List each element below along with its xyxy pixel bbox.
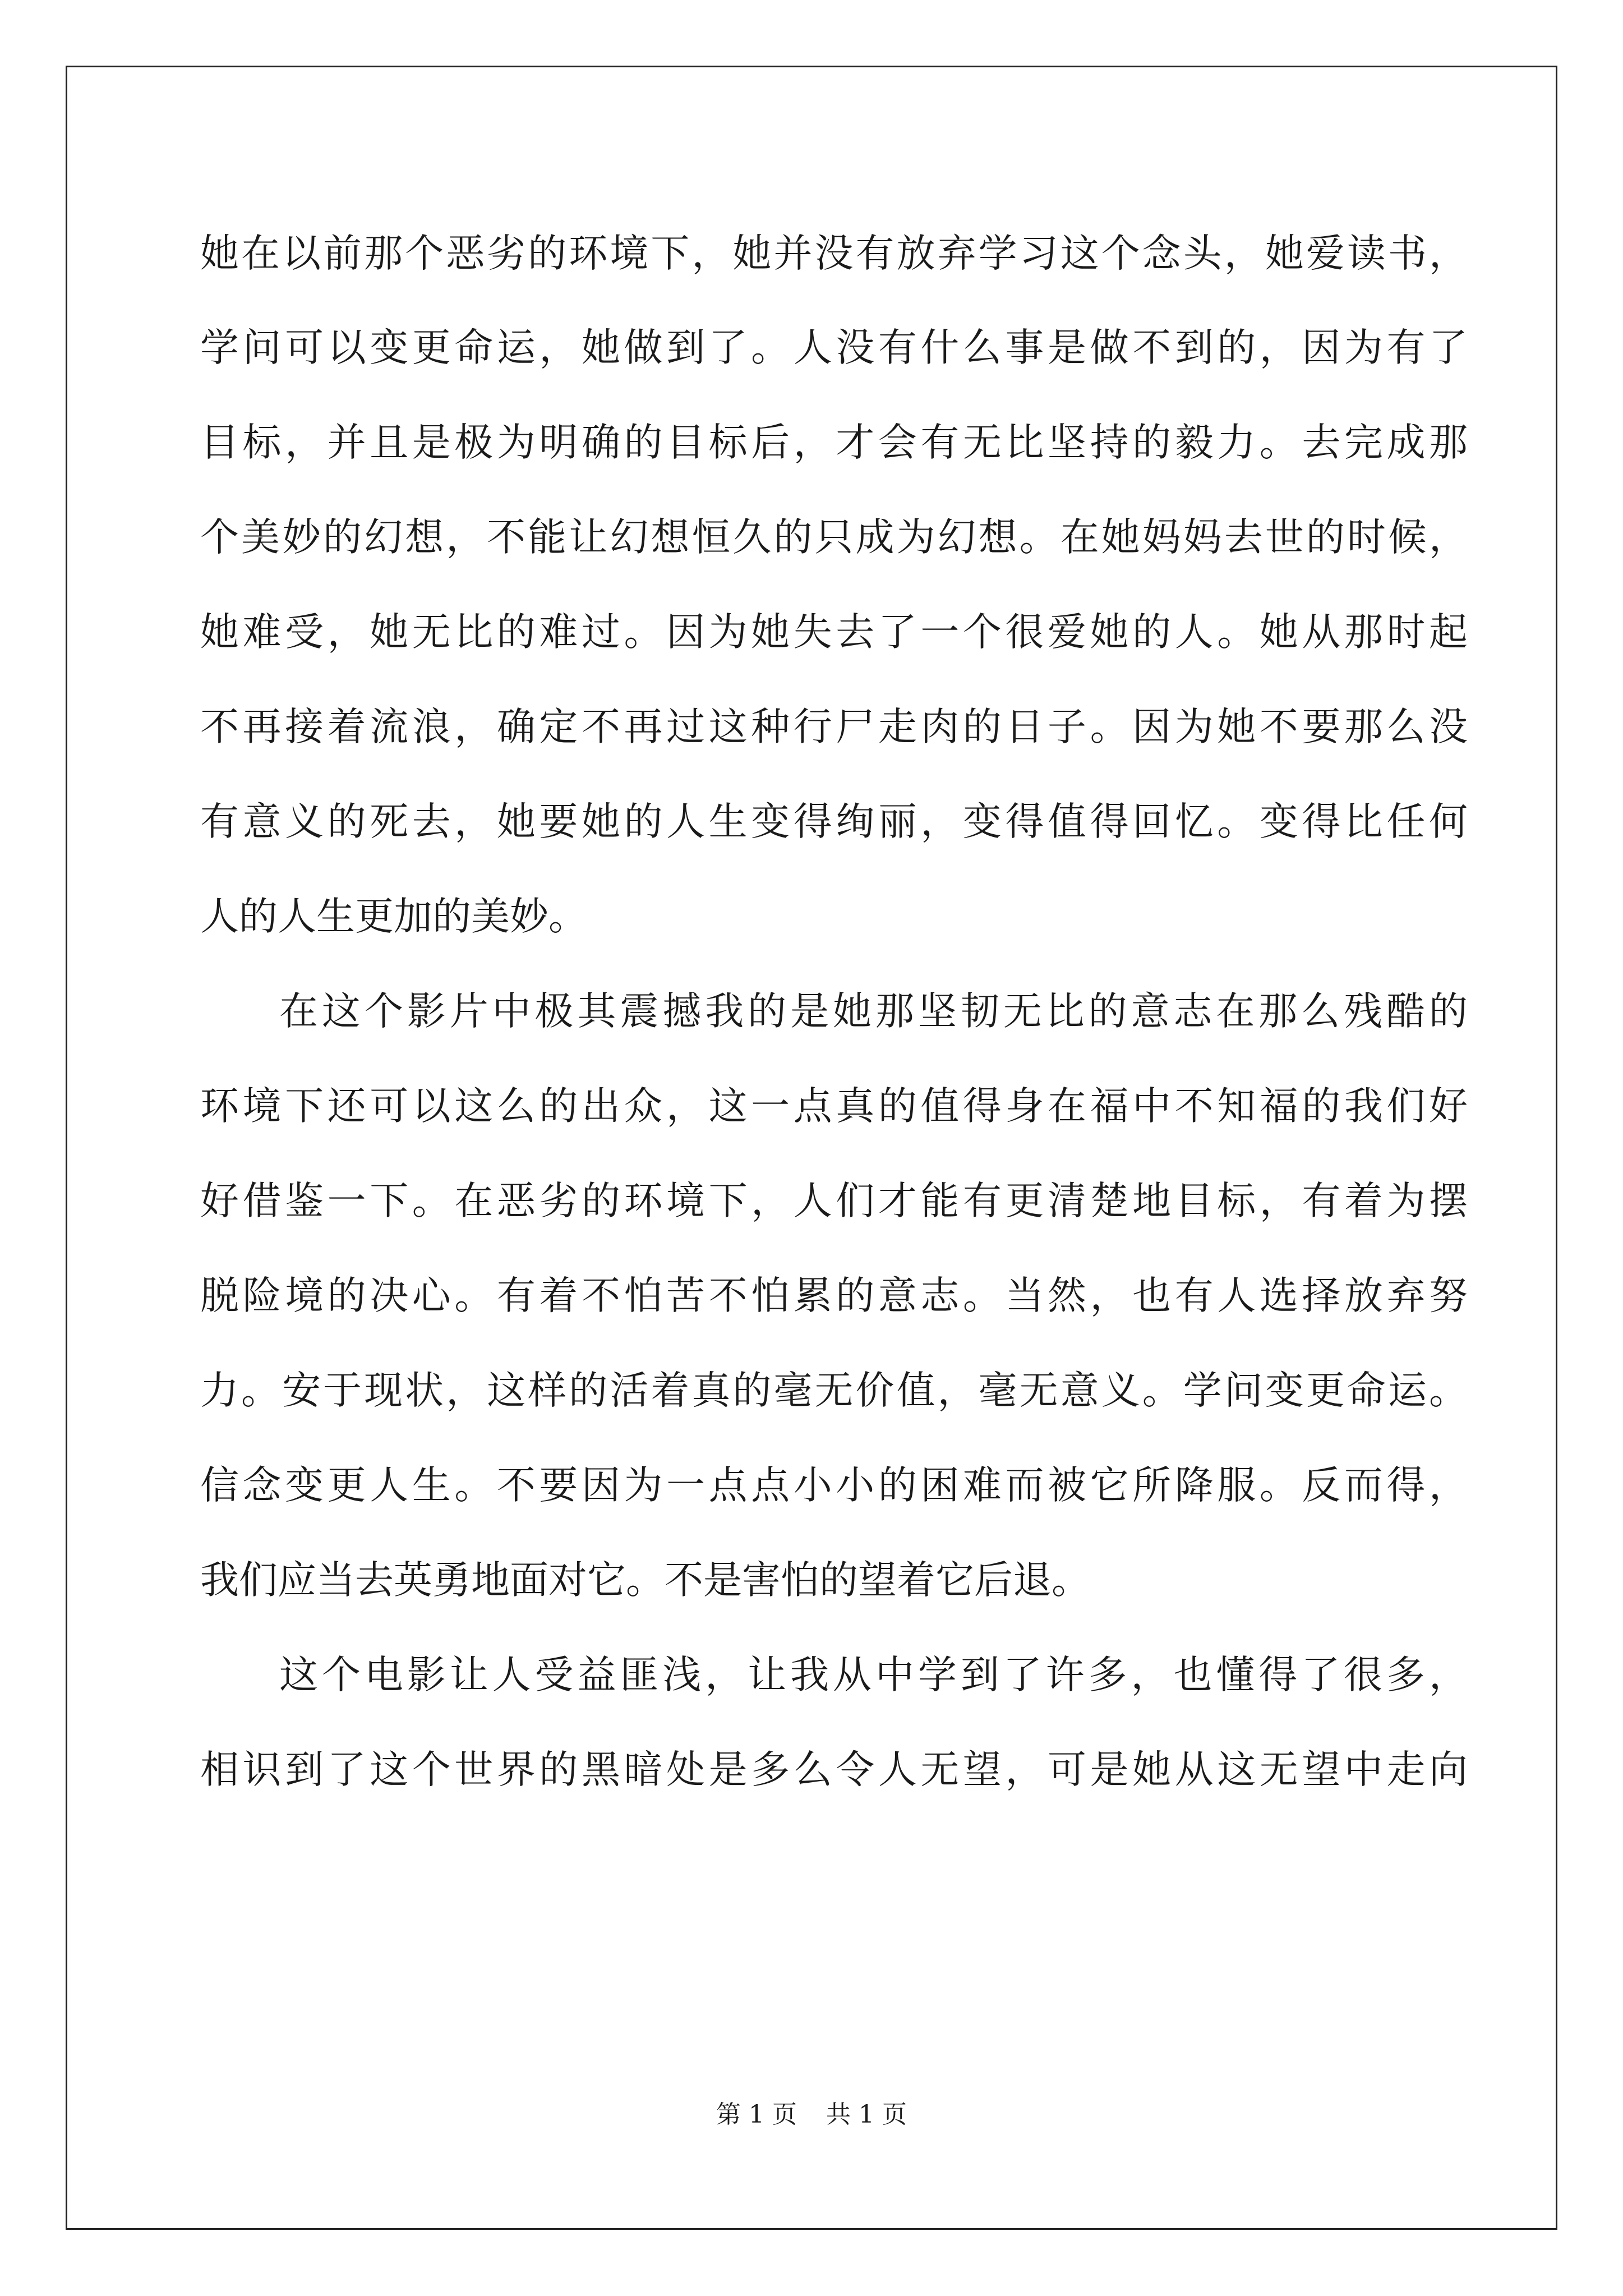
text-line: 好借鉴一下。在恶劣的环境下，人们才能有更清楚地目标，有着为摆 xyxy=(200,1179,1468,1223)
page-total: 共 1 页 xyxy=(826,2100,907,2129)
page-border xyxy=(66,66,1557,2230)
text-line: 人的人生更加的美妙。 xyxy=(200,894,587,939)
text-line: 环境下还可以这么的出众，这一点真的值得身在福中不知福的我们好 xyxy=(200,1084,1468,1129)
text-line: 在这个影片中极其震撼我的是她那坚韧无比的意志在那么残酷的 xyxy=(279,989,1468,1034)
text-line: 信念变更人生。不要因为一点点小小的困难而被它所降服。反而得， xyxy=(200,1463,1468,1508)
text-line: 脱险境的决心。有着不怕苦不怕累的意志。当然，也有人选择放弃努 xyxy=(200,1273,1468,1318)
text-line: 不再接着流浪，确定不再过这种行尸走肉的日子。因为她不要那么没 xyxy=(200,705,1468,749)
page-footer xyxy=(0,2098,1623,2132)
text-line: 她在以前那个恶劣的环境下，她并没有放弃学习这个念头，她爱读书， xyxy=(200,231,1468,276)
text-line: 我们应当去英勇地面对它。不是害怕的望着它后退。 xyxy=(200,1558,1090,1603)
text-line: 她难受，她无比的难过。因为她失去了一个很爱她的人。她从那时起 xyxy=(200,610,1468,655)
page-number: 第 1 页 xyxy=(716,2100,797,2129)
text-line: 个美妙的幻想，不能让幻想恒久的只成为幻想。在她妈妈去世的时候， xyxy=(200,515,1468,560)
text-line: 这个电影让人受益匪浅，让我从中学到了许多，也懂得了很多， xyxy=(279,1653,1468,1697)
text-line: 目标，并且是极为明确的目标后，才会有无比坚持的毅力。去完成那 xyxy=(200,420,1468,465)
text-line: 力。安于现状，这样的活着真的毫无价值，毫无意义。学问变更命运。 xyxy=(200,1368,1468,1413)
text-line: 有意义的死去，她要她的人生变得绚丽，变得值得回忆。变得比任何 xyxy=(200,799,1468,844)
text-line: 学问可以变更命运，她做到了。人没有什么事是做不到的，因为有了 xyxy=(200,325,1468,370)
text-line: 相识到了这个世界的黑暗处是多么令人无望，可是她从这无望中走向 xyxy=(200,1747,1468,1792)
